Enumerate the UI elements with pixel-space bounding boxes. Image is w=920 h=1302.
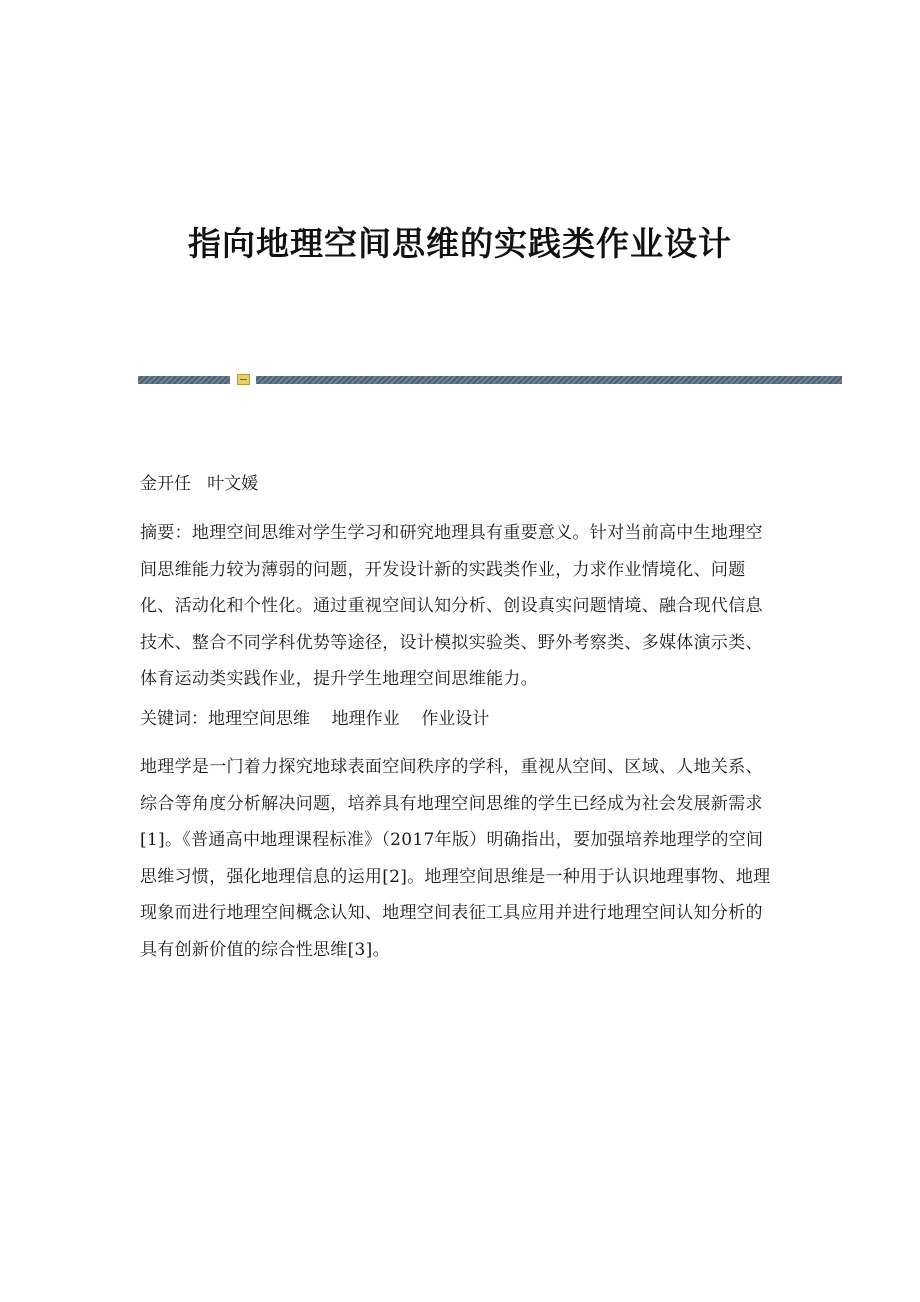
keyword-item: 地理作业: [331, 708, 400, 729]
abstract-text: 地理空间思维对学生学习和研究地理具有重要意义。针对当前高中生地理空间思维能力较为薄弱的问题，开发设计新的实践类作业，力求作业情境化、问题化、活动化和个性化。通过重视空间认知分析、创设真实问题情境、融合现代信息技术、整合不同学科优势等途径，设计模拟实验类、野外考察类、多媒体演示类、体育运动类实践作业，提升学生地理空间思维能力。: [140, 523, 763, 690]
title-divider: [138, 376, 842, 385]
document-title: 指向地理空间思维的实践类作业设计: [188, 224, 732, 263]
divider-bar-right: [256, 376, 842, 384]
keyword-item: 作业设计: [421, 708, 490, 729]
divider-bar-left: [138, 376, 230, 384]
abstract: [140, 515, 780, 698]
keyword-item: 地理空间思维: [208, 708, 310, 729]
article-content: [140, 470, 780, 969]
authors: 金开任 叶文媛: [140, 474, 259, 494]
keywords: [140, 705, 780, 733]
divider-ornament-icon: [237, 374, 250, 385]
abstract-label: 摘要：: [140, 523, 192, 543]
body-paragraph: 地理学是一门着力探究地球表面空间秩序的学科，重视从空间、区域、人地关系、综合等角度分析解决问题，培养具有地理空间思维的学生已经成为社会发展新需求[1]。《普通高中地理课程标准》（2017年版）明确指出，要加强培养地理学的空间思维习惯，强化地理信息的运用[2]。地理空间思维是一种用于认识地理事物、地理现象而进行地理空间概念认知、地理空间表征工具应用并进行地理空间认知分析的具有创新价值的综合性思维[3]。: [140, 756, 771, 960]
keywords-label: 关键词：: [140, 708, 208, 729]
